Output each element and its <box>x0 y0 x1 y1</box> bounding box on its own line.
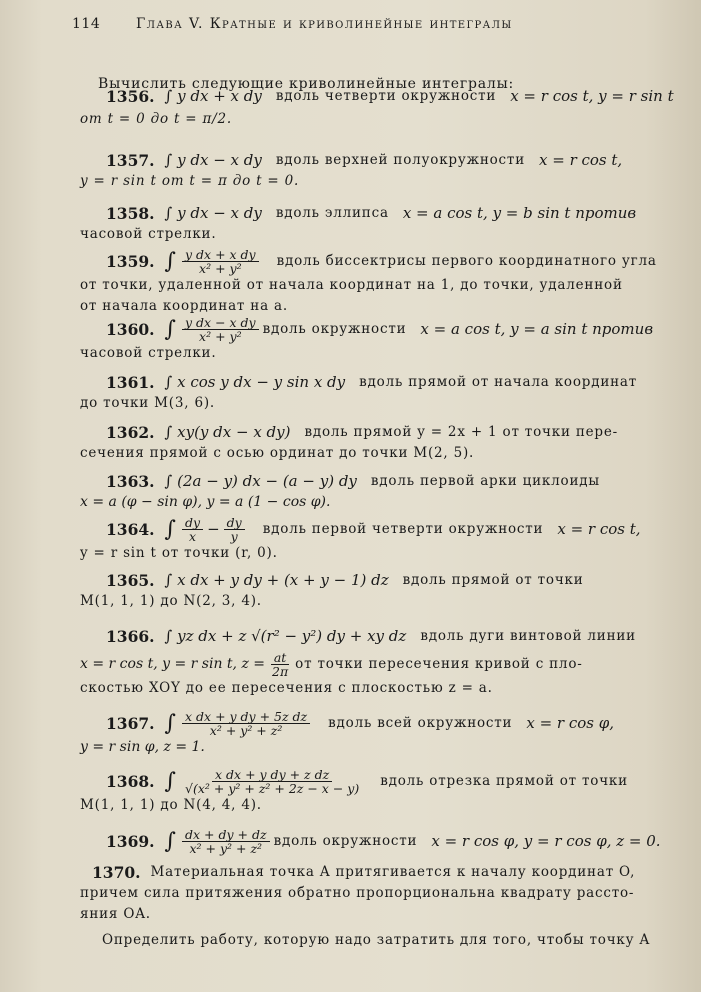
problem-1370 <box>80 862 680 925</box>
problem-number: 1362. <box>106 423 155 442</box>
page-number: 114 <box>72 16 101 32</box>
integral-expr: ∫ yz dx + z √(r² − y²) dy + xy dz <box>164 627 407 645</box>
problem-1365 <box>80 570 680 612</box>
problem-text: вдоль отрезка прямой от точки <box>380 773 628 789</box>
problem-number: 1367. <box>106 714 155 733</box>
problem-text: вдоль четверти окружности <box>275 88 497 104</box>
problem-text: от начала координат на a. <box>80 298 288 314</box>
problem-text: вдоль прямой от начала координат <box>359 374 638 390</box>
problem-1363 <box>80 471 680 513</box>
fraction-denominator: x² + y² + z² <box>189 841 263 856</box>
problem-text: Определить работу, которую надо затратить для того, чтобы точку A <box>102 932 651 948</box>
problem-1356 <box>80 86 680 130</box>
problem-text: вдоль окружности <box>273 833 418 849</box>
problem-text: вдоль первой четверти окружности <box>262 521 544 537</box>
curve-equation: x = a cos t, y = a sin t против <box>420 320 654 338</box>
fraction-numerator: dy <box>182 516 203 530</box>
running-head: Глава V. Кратные и криволинейные интегралы <box>136 16 513 32</box>
problem-number: 1365. <box>106 571 155 590</box>
problem-text: вдоль прямой y = 2x + 1 от точки пере- <box>304 424 619 440</box>
integral-expr: ∫ y dx + x dy <box>164 87 262 105</box>
problem-text: вдоль прямой от точки <box>402 572 584 588</box>
fraction-denominator: y <box>230 529 238 544</box>
fraction-denominator: 2π <box>272 664 289 679</box>
problem-number: 1358. <box>106 204 155 223</box>
integral-expr: ∫ x dx + y dy + (x + y − 1) dz <box>164 571 389 589</box>
problem-1362 <box>80 422 680 464</box>
problem-text: до точки M(3, 6). <box>80 395 215 411</box>
problem-number: 1368. <box>106 772 155 791</box>
curve-equation: y = r sin φ, z = 1. <box>80 739 205 755</box>
problem-text: яния OA. <box>80 906 151 922</box>
integrand-fraction <box>182 316 259 343</box>
curve-equation: x = a cos t, y = b sin t против <box>402 204 637 222</box>
problem-text: причем сила притяжения обратно пропорциональна квадрату рассто- <box>80 885 635 901</box>
integral-sign: ∫ <box>164 517 177 542</box>
problem-text: M(1, 1, 1) до N(2, 3, 4). <box>80 593 262 609</box>
problem-text: от точки, удаленной от начала координат на 1, до точки, удаленной <box>80 277 623 293</box>
integral-expr: ∫ (2a − y) dx − (a − y) dy <box>164 472 357 490</box>
integrand-fraction <box>224 516 245 543</box>
problem-number: 1360. <box>106 320 155 339</box>
problem-text: вдоль эллипса <box>275 205 389 221</box>
problem-text: вдоль биссектрисы первого координатного угла <box>276 253 657 269</box>
curve-equation: x = r cos φ, y = r cos φ, z = 0. <box>431 832 661 850</box>
integral-expr: ∫ y dx − x dy <box>164 151 262 169</box>
problem-number: 1359. <box>106 252 155 271</box>
integral-expr: ∫ x cos y dx − y sin x dy <box>164 373 346 391</box>
fraction-numerator: dy <box>224 516 245 530</box>
fraction-denominator: x² + y² <box>199 329 242 344</box>
fraction-numerator: x dx + y dy + 5z dz <box>182 710 310 724</box>
problem-text: вдоль дуги винтовой линии <box>420 628 636 644</box>
curve-equation: x = r cos φ, <box>526 714 615 732</box>
curve-equation: x = r cos t, <box>539 151 623 169</box>
fraction-denominator: x <box>189 529 197 544</box>
problem-number: 1357. <box>106 151 155 170</box>
integral-expr: ∫ y dx − x dy <box>164 204 262 222</box>
problem-number: 1364. <box>106 520 155 539</box>
curve-equation: x = r cos t, <box>557 520 641 538</box>
problem-1360 <box>80 316 680 364</box>
fraction-numerator: at <box>271 651 289 665</box>
problem-1366 <box>80 626 680 699</box>
problem-1357 <box>80 150 680 192</box>
problem-1364: 1364. ∫ $\frac{dy}{x}$ − $\frac{dy}{y}$ вдоль первой четверти окружности x = r cos t, y = r sin t от точки (r, 0). <box>80 516 680 564</box>
problem-number: 1361. <box>106 373 155 392</box>
problem-text: вдоль верхней полуокружности <box>275 152 525 168</box>
problem-text: часовой стрелки. <box>80 226 217 242</box>
problem-text: от точки пересечения кривой с пло- <box>295 656 583 672</box>
problem-text: y = r sin t от t = π до t = 0. <box>80 173 300 189</box>
problem-text: сечения прямой с осью ординат до точки M(2, 5). <box>80 445 475 461</box>
fraction-denominator: x² + y² <box>199 261 242 276</box>
integrand-fraction <box>182 516 203 543</box>
problem-1367 <box>80 710 680 758</box>
integral-sign: ∫ <box>164 829 177 854</box>
integrand-fraction <box>182 768 362 795</box>
curve-equation: x = r cos t, y = r sin t, z = <box>80 656 265 672</box>
problem-text: от t = 0 до t = π/2. <box>80 111 233 127</box>
integral-sign: ∫ <box>164 317 177 342</box>
problem-text: вдоль всей окружности <box>328 715 513 731</box>
parameter-fraction <box>269 651 291 678</box>
problem-1359 <box>80 248 680 317</box>
problem-1361 <box>80 372 680 414</box>
fraction-numerator: x dx + y dy + z dz <box>212 768 332 782</box>
problem-number: 1356. <box>106 87 155 106</box>
problem-1369 <box>80 828 680 855</box>
integrand-fraction <box>182 248 259 275</box>
curve-equation: x = r cos t, y = r sin t <box>510 87 674 105</box>
problem-text: скостью XOY до ее пересечения с плоскостью z = a. <box>80 680 493 696</box>
problem-number: 1366. <box>106 627 155 646</box>
problem-number: 1369. <box>106 832 155 851</box>
section-intro: Вычислить следующие криволинейные интегралы: <box>98 76 515 92</box>
integral-expr: ∫ xy(y dx − x dy) <box>164 423 291 441</box>
page-header <box>72 16 681 46</box>
fraction-denominator: x² + y² + z² <box>209 723 283 738</box>
problem-number: 1370. <box>92 863 141 882</box>
integrand-fraction <box>182 828 270 855</box>
integrand-fraction <box>182 710 310 737</box>
problem-1358 <box>80 203 680 245</box>
problem-text: M(1, 1, 1) до N(4, 4, 4). <box>80 797 262 813</box>
fraction-denominator: √(x² + y² + z² + 2z − x − y) <box>185 781 360 796</box>
problem-text: вдоль окружности <box>262 321 407 337</box>
final-paragraph <box>80 930 680 951</box>
fraction-numerator: y dx + x dy <box>182 248 259 262</box>
problem-text: Материальная точка A притягивается к началу координат O, <box>150 864 636 880</box>
problem-text: y = r sin t от точки (r, 0). <box>80 545 278 561</box>
problem-number: 1363. <box>106 472 155 491</box>
integral-sign: ∫ <box>164 769 177 794</box>
problem-text: вдоль первой арки циклоиды <box>370 473 600 489</box>
problem-text: часовой стрелки. <box>80 345 217 361</box>
problem-1368 <box>80 768 680 816</box>
fraction-numerator: dx + dy + dz <box>182 828 270 842</box>
curve-equation: x = a (φ − sin φ), y = a (1 − cos φ). <box>80 494 331 510</box>
fraction-numerator: y dx − x dy <box>182 316 259 330</box>
integral-sign: ∫ <box>164 249 177 274</box>
integral-sign: ∫ <box>164 711 177 736</box>
